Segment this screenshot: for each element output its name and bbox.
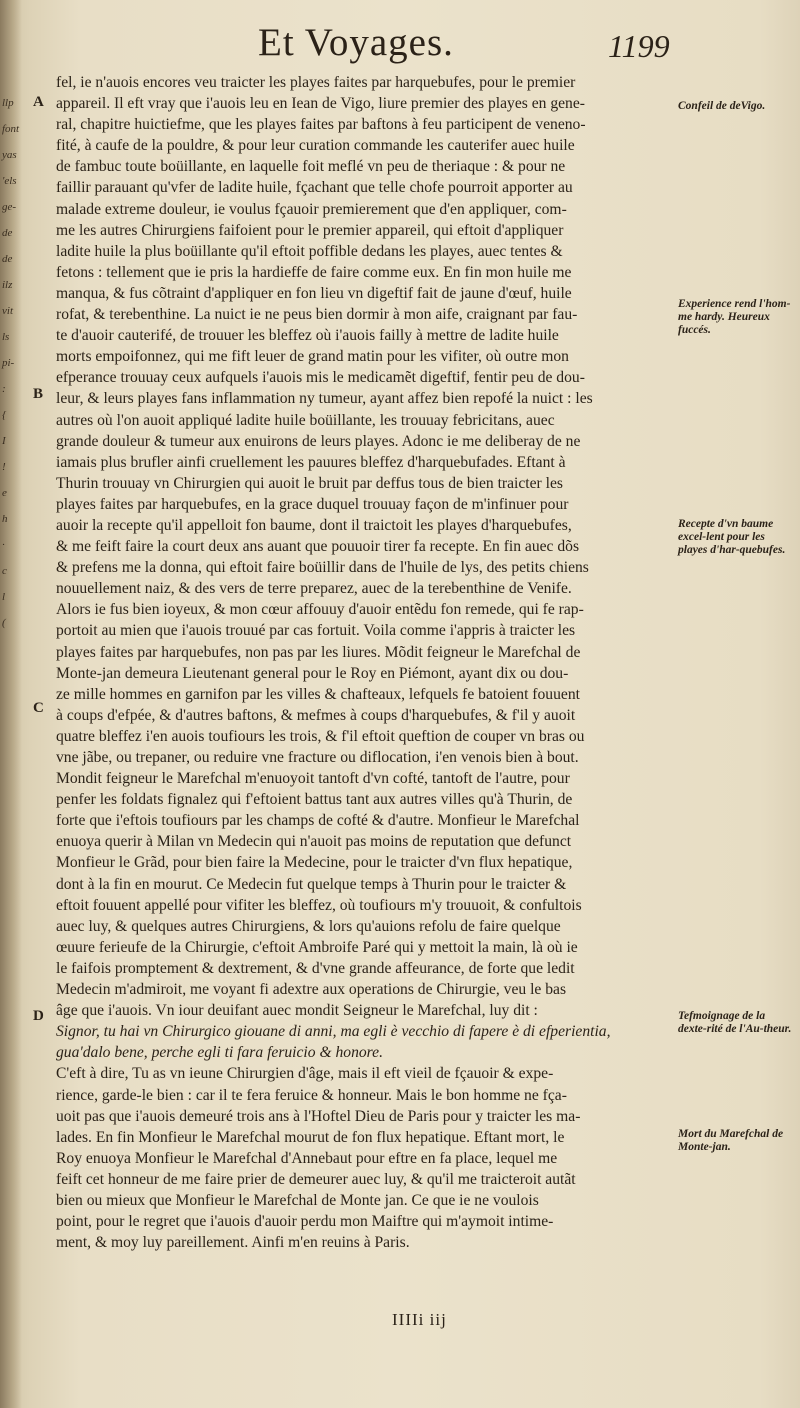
text-line: Mondit feigneur le Marefchal m'enuoyoit tantoft d'vn cofté, tantoft de l'autre, pour [56, 770, 570, 788]
section-letter-b: B [33, 386, 44, 402]
text-line: âge que i'auois. Vn iour deuifant auec mondit Seigneur le Marefchal, luy dit : [56, 1002, 538, 1020]
text-line: playes faites par harquebufes, en la grace duquel trouuay façon de m'infinuer pour [56, 495, 569, 513]
text-line: nouuellement naiz, & des vers de terre preparez, auec de la terebenthine de Venife. [56, 580, 572, 598]
text-line: dont à la fin en mourut. Ce Medecin fut quelque temps à Thurin pour le traicter & [56, 875, 567, 893]
page-title: Et Voyages. [258, 21, 454, 64]
text-line: auec luy, & quelques autres Chirurgiens, & lors qu'auions refolu de faire quelque [56, 917, 561, 935]
margin-note: Tefmoignage de la dexte-rité de l'Au-theur. [678, 1010, 792, 1035]
text-line: Thurin trouuay vn Chirurgien qui auoit le bruit par deffus tous de bien traicter les [56, 474, 563, 492]
text-line: le faifois promptement & dextrement, & d'vne grande affeurance, de forte que ledit [56, 959, 575, 977]
text-line: faillir parauant qu'vfer de ladite huile, fçachant que telle chofe pourroit apporter au [56, 179, 573, 197]
text-line: fetons : tellement que ie pris la hardieffe de faire comme eux. En fin mon huile me [56, 263, 572, 281]
margin-note: Mort du Marefchal de Monte-jan. [678, 1128, 784, 1153]
text-line: grande douleur & tumeur aux enuirons de leurs playes. Adonc ie me deliberay de ne [56, 432, 581, 450]
text-line: ladite huile la plus boüillante qu'il eftoit poffible dedans les playes, auec tentes & [56, 242, 563, 260]
text-line: enuoya querir à Milan vn Medecin qui n'auoit pas moins de reputation que defunct [56, 833, 572, 851]
text-line: à coups d'efpée, & d'autres baftons, & mefmes à coups d'harquebufes, & f'il y auoit [56, 706, 576, 724]
section-letter-a: A [33, 94, 44, 110]
text-line: C'eft à dire, Tu as vn ieune Chirurgien d'âge, mais il eft vieil de fçauoir & expe- [56, 1065, 554, 1083]
section-letter-c: C [33, 700, 44, 716]
text-line: rience, garde-le bien : car il te fera feruice & honneur. Mais le bon homme ne fça- [56, 1086, 567, 1104]
text-line: Alors ie fus bien ioyeux, & mon cœur affouuy d'auoir entẽdu fon remede, qui fe rap- [56, 601, 584, 619]
section-letter-d: D [33, 1008, 44, 1024]
text-line: efperance trouuay ceux aufquels i'auois mis le medicamẽt digeftif, fentir peu de dou- [56, 369, 585, 387]
text-line: fel, ie n'auois encores veu traicter les playes faites par harquebufes, pour le premier [56, 74, 576, 91]
text-line: point, pour le regret que i'auois d'auoir perdu mon Maiftre qui m'aymoit intime- [56, 1213, 554, 1231]
text-line: feift cet honneur de me faire prier de demeurer auec luy, & qu'il me traicteroit autãt [56, 1170, 576, 1188]
text-line: appareil. Il eft vray que i'auois leu en Iean de Vigo, liure premier des playes en gene- [56, 95, 585, 113]
text-line: auoir la recepte qu'il appelloit fon baume, dont il traictoit les playes d'harquebufes, [56, 516, 572, 534]
text-line: Monfieur le Grãd, pour bien faire la Medecine, pour le traicter d'vn flux hepatique, [56, 854, 573, 872]
text-line: quatre bleffez i'en auois toufiours les trois, & f'il eftoit queftion de couper vn bras ou [56, 727, 585, 745]
text-line: autres où l'on auoit appliqué ladite huile boüillante, les trouuay febricitans, auec [56, 411, 555, 429]
text-line: iamais plus brufler ainfi cruellement les pauures bleffez d'harquebufades. Eftant à [56, 453, 566, 471]
text-line: fité, à caufe de la pouldre, & pour leur curation commande les cauterifer auec huile [56, 137, 575, 155]
text-line: te d'auoir cauterifé, de trouuer les bleffez où i'auois failly à mettre de ladite huile [56, 327, 559, 345]
text-line: bien ou mieux que Monfieur le Marefchal de Monte jan. Ce que ie ne voulois [56, 1191, 539, 1209]
page-number: 1199 [608, 28, 670, 64]
text-line: œuure ferieufe de la Chirurgie, c'eftoit Ambroife Paré qui y mettoit la main, là où ie [56, 938, 578, 956]
text-line: vne jãbe, ou trepaner, ou reduire vne fracture ou diflocation, i'en venois bien à bout. [56, 749, 579, 766]
margin-note: Recepte d'vn baume excel-lent pour les playes d'har-quebufes. [678, 518, 786, 556]
text-line: ze mille hommes en garnifon par les villes & chafteaux, lefquels fe batoient fouuent [56, 685, 580, 703]
text-line: & me feift faire la court deux ans auant que pouuoir tirer fa recepte. En fin auec dõs [56, 538, 580, 556]
text-line: de fambuc toute boüillante, en laquelle foit meflé vn peu de theriaque : & pour ne [56, 158, 566, 176]
text-line: eftoit fouuent appellé pour vifiter les bleffez, où toufiours m'y trouuoit, & confultois [56, 896, 582, 914]
running-head [0, 20, 800, 70]
text-line: lades. En fin Monfieur le Marefchal mourut de fon flux hepatique. Eftant mort, le [56, 1128, 565, 1146]
gutter-bleed-text: llp font yas 'els ge- de de ilz vit ls pi- : { I ! e h · c l ( [2, 97, 20, 629]
binding-gutter [0, 0, 22, 1408]
text-line: ment, & moy luy pareillement. Ainfi m'en reuins à Paris. [56, 1234, 410, 1252]
text-line: morts empoifonnez, qui me fift leuer de grand matin pour les vifiter, où outre mon [56, 348, 569, 366]
text-line: manqua, & fus cõtraint d'appliquer en fon lieu vn digeftif fait de jaune d'œuf, huile [56, 284, 572, 302]
text-line: rofat, & terebenthine. La nuict ie ne peus bien dormir à mon aife, craignant par fau- [56, 306, 578, 324]
margin-note: Experience rend l'hom-me hardy. Heureux fuccés. [678, 298, 791, 336]
text-line: Roy enuoya Monfieur le Marefchal d'Annebaut pour eftre en fa place, lequel me [56, 1149, 558, 1167]
text-line: gua'dalo bene, perche egli ti fara feruicio & honore. [56, 1044, 383, 1062]
margin-note: Confeil de deVigo. [678, 100, 766, 112]
text-line: Monte-jan demeura Lieutenant general pour le Roy en Piémont, ayant dix ou dou- [56, 664, 569, 682]
text-line: uoit pas que i'auois demeuré trois ans à l'Hoftel Dieu de Paris pour y traicter les ma- [56, 1107, 581, 1125]
text-line: me les autres Chirurgiens faifoient pour le premier appareil, qui eftoit d'appliquer [56, 221, 564, 239]
text-line: playes faites par harquebufes, non pas par les liures. Mõdit feigneur le Marefchal de [56, 643, 581, 661]
text-line: Medecin m'admiroit, me voyant fi adextre aux operations de Chirurgie, veu le bas [56, 981, 567, 999]
main-text-block [56, 72, 668, 1253]
text-line: forte que i'eftois toufiours par les champs de cofté & d'autre. Monfieur le Marefchal [56, 812, 580, 830]
signature-mark: IIIIi iij [392, 1310, 447, 1329]
text-line: portoit au mien que i'auois trouué par cas fortuit. Voila comme i'appris à traicter les [56, 622, 576, 640]
text-line: malade extreme douleur, ie voulus fçauoir premierement que d'en appliquer, com- [56, 200, 567, 218]
text-line: penfer les foldats fignalez qui f'eftoient battus tant aux autres villes qu'à Thurin, de [56, 791, 573, 809]
text-line: ral, chapitre huictiefme, que les playes faites par baftons à feu participent de veneno- [56, 116, 586, 134]
text-line: leur, & leurs playes fans inflammation ny tumeur, ayant affez bien repofé la nuict : les [56, 390, 593, 408]
text-line: Signor, tu hai vn Chirurgico giouane di anni, ma egli è vecchio di fapere è di efperientia, [56, 1023, 611, 1041]
text-line: & prefens me la donna, qui eftoit faire boüillir dans de l'huile de lys, des petits chiens [56, 559, 589, 577]
